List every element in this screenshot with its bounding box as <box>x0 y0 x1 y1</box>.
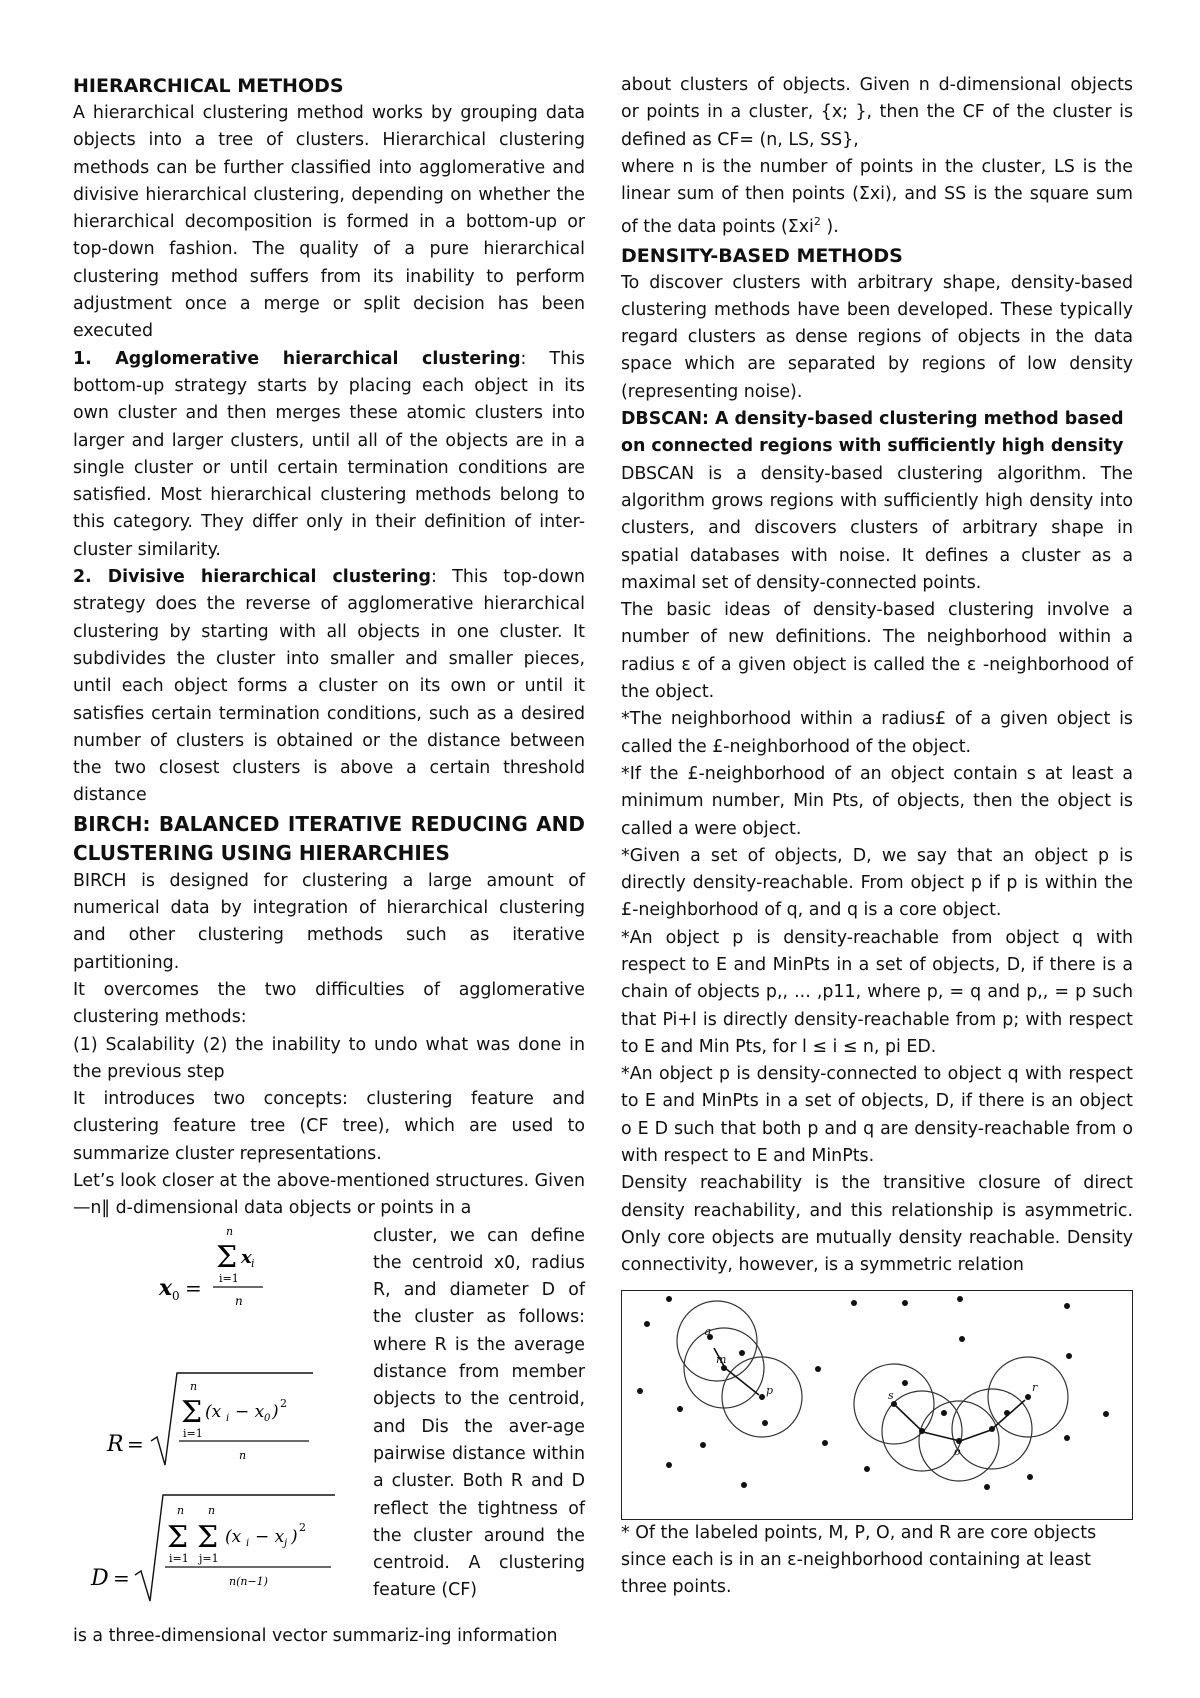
paragraph-birch-3: (1) Scalability (2) the inability to undo what was done in the previous step <box>73 1034 585 1082</box>
d-eq: = <box>113 1565 130 1590</box>
figure-caption: * Of the labeled points, M, P, O, and R are core objects since each is in an ε-neighborhood containing at least three points. <box>621 1522 1097 1598</box>
point <box>1103 1411 1109 1417</box>
point <box>941 1410 947 1416</box>
point <box>864 1466 870 1472</box>
divisive-label: 2. Divisive hierarchical clustering <box>73 567 431 588</box>
d-num-square: 2 <box>299 1520 306 1534</box>
paragraph-dbscan-5: *Given a set of objects, D, we say that an object p is directly density-reachable. From object p if p is within the £-neighborhood of q, and q is a core object. <box>621 845 1133 921</box>
r-num-sub-i: i <box>226 1412 230 1424</box>
d-sum2-top: n <box>208 1503 216 1517</box>
d-num-sub-j: j <box>284 1537 288 1549</box>
point <box>762 1420 768 1426</box>
point <box>902 1300 908 1306</box>
r-num-3: ) <box>272 1401 279 1422</box>
label-r: r <box>1032 1380 1038 1394</box>
x0-lhs-sub: 0 <box>172 1288 180 1303</box>
paragraph-dbscan-3: *The neighborhood within a radius£ of a given object is called the £-neighborhood of the object. <box>621 709 1133 757</box>
x0-xi-sub: i <box>251 1256 255 1270</box>
paragraph-birch-2: It overcomes the two difficulties of agglomerative clustering methods: <box>73 979 585 1028</box>
cf-2-end: ). <box>820 217 839 238</box>
heading-hierarchical-methods: HIERARCHICAL METHODS <box>73 75 344 97</box>
r-sum: Σ <box>181 1394 203 1430</box>
point <box>1025 1394 1031 1400</box>
point <box>959 1336 965 1342</box>
d-lhs: D <box>91 1565 109 1591</box>
label-m: m <box>716 1352 727 1366</box>
d-sum1: Σ <box>167 1519 189 1555</box>
r-num-square: 2 <box>280 1396 287 1410</box>
cf-2-text: where n is the number of points in the cluster, LS is the linear sum of then points (Σxi), and SS is the square sum of the data points (Σxi <box>621 156 1133 238</box>
paragraph-hierarchical-intro: A hierarchical clustering method works by grouping data objects into a tree of clusters. Hierarchical clustering methods can be further classified into agglomerative and divisive hierarchical clustering, depending on whether the hierarchical decomposition is formed in a bottom-up or top-down fashion. The quality of a pure hierarchical clustering method suffers from its inability to perform adjustment once a merge or split decision has been executed <box>73 103 585 342</box>
cf-2-sup: 2 <box>813 215 821 229</box>
r-sum-bottom: i=1 <box>183 1426 203 1440</box>
paragraph-dbscan-1: DBSCAN is a density-based clustering algorithm. The algorithm grows regions with sufficiently high density into clusters, and discovers clusters of arbitrary shape in spatial databases with noise. It defines a cluster as a maximal set of density-connected points. <box>621 463 1133 593</box>
right-column <box>621 72 1133 1601</box>
point <box>822 1440 828 1446</box>
r-num-sub-0: 0 <box>264 1412 271 1424</box>
formula-block <box>73 1223 585 1623</box>
point <box>700 1442 706 1448</box>
d-sum1-top: n <box>177 1503 185 1517</box>
point <box>644 1321 650 1327</box>
point <box>637 1388 643 1394</box>
arrow-a-s <box>896 1406 923 1432</box>
density-figure <box>621 1290 1133 1520</box>
point <box>851 1300 857 1306</box>
arrow-o-b <box>960 1430 991 1441</box>
point <box>957 1296 963 1302</box>
paragraph-density: To discover clusters with arbitrary shape, density-based clustering methods have been developed. These typically regard clusters as dense regions of objects in the data space which are separated by regions of low density (representing noise). <box>621 272 1133 402</box>
label-o: o <box>954 1444 961 1458</box>
r-num: (x <box>205 1401 222 1422</box>
x0-sum-bottom: i=1 <box>219 1271 239 1285</box>
agglomerative-label: 1. Agglomerative hierarchical clustering <box>73 348 521 369</box>
paragraph-divisive <box>73 564 585 810</box>
point <box>741 1482 747 1488</box>
point <box>739 1350 745 1356</box>
epsilon-circles <box>677 1301 1068 1481</box>
point <box>1066 1353 1072 1359</box>
point <box>815 1366 821 1372</box>
x0-denominator: n <box>235 1293 243 1308</box>
r-sum-top: n <box>190 1379 198 1393</box>
paragraph-agglomerative <box>73 346 585 564</box>
arrow-o-a <box>923 1432 960 1441</box>
formula-figure <box>73 1223 363 1623</box>
point <box>1064 1303 1070 1309</box>
d-num: (x <box>225 1526 242 1547</box>
r-eq: = <box>127 1431 144 1456</box>
point <box>677 1406 683 1412</box>
point <box>666 1296 672 1302</box>
point <box>1027 1474 1033 1480</box>
r-lhs: R <box>107 1431 124 1457</box>
paragraph-dbscan-6: *An object p is density-reachable from object q with respect to E and MinPts in a set of objects, D, if there is a chain of objects p,, ... ,p11, where p, = q and p,, = p such that Pi+l is directly density-reachable from p; with respect to E and Min Pts, for l ≤ i ≤ n, pi ED. <box>621 927 1133 1057</box>
paragraph-cf-1: about clusters of objects. Given n d-dimensional objects or points in a cluster, {x; }, then the CF of the cluster is defined as CF= (n, LS, SS}, <box>621 75 1133 150</box>
paragraph-formula-side: cluster, we can define the centroid x0, radius R, and diameter D of the cluster as follows: where R is the average distance from member objects to the centroid, and Dis the aver-age pairwise distance within a cluster. Both R and D reflect the tightness of the cluster around the centroid. A clustering feature (CF) <box>373 1225 585 1601</box>
density-diagram <box>622 1291 1131 1518</box>
divisive-text: : This top-down strategy does the reverse of agglomerative hierarchical clustering by starting with all objects in one cluster. It subdivides the cluster into smaller and smaller pieces, until each object forms a cluster on its own or until it satisfies certain termination conditions, such as a desired number of clusters is obtained or the distance between the two closest clusters is above a certain threshold distance <box>73 567 585 806</box>
x0-eq: = <box>185 1275 202 1300</box>
r-denominator: n <box>239 1448 247 1462</box>
r-num-2: − x <box>235 1401 265 1422</box>
heading-density-methods: DENSITY-BASED METHODS <box>621 244 903 267</box>
x0-xi: x <box>241 1246 252 1268</box>
paragraph-birch-1: BIRCH is designed for clustering a large amount of numerical data by integration of hierarchical clustering and other clustering methods such as iterative partitioning. <box>73 870 585 973</box>
paragraph-dbscan-8: Density reachability is the transitive closure of direct density reachability, and this relationship is asymmetric. Only core objects are mutually density reachable. Density connectivity, however, is a symmetric relation <box>621 1173 1133 1276</box>
point <box>666 1462 672 1468</box>
point <box>1064 1435 1070 1441</box>
point <box>759 1394 765 1400</box>
paragraph-cf-2 <box>621 154 1133 242</box>
d-sum1-bottom: i=1 <box>169 1551 189 1565</box>
point <box>984 1484 990 1490</box>
paragraph-birch-5: Let’s look closer at the above-mentioned structures. Given —n‖ d-dimensional data objects or points in a <box>73 1170 585 1219</box>
circle-q <box>677 1301 757 1381</box>
d-sum2: Σ <box>197 1519 219 1555</box>
d-num-2: − x <box>255 1526 285 1547</box>
agglomerative-text: : This bottom-up strategy starts by placing each object in its own cluster and then merges these atomic clusters into larger and larger clusters, until all of the objects are in a single cluster or until certain termination conditions are satisfied. Most hierarchical clustering methods belong to this category. They differ only in their definition of inter-cluster similarity. <box>73 348 585 560</box>
heading-birch: BIRCH: BALANCED ITERATIVE REDUCING AND CLUSTERING USING HIERARCHIES <box>73 811 585 865</box>
x0-lhs: x <box>159 1274 173 1301</box>
left-column <box>73 72 585 1650</box>
d-num-3: ) <box>291 1526 298 1547</box>
point <box>989 1426 995 1432</box>
d-sum2-bottom: j=1 <box>199 1551 219 1565</box>
paragraph-birch-4: It introduces two concepts: clustering feature and clustering feature tree (CF tree), which are used to summarize cluster representations. <box>73 1089 585 1164</box>
paragraph-dbscan-7: *An object p is density-connected to object q with respect to E and MinPts in a set of objects, D, if there is an object o E D such that both p and q are density-reachable from o with respect to E and MinPts. <box>621 1064 1133 1167</box>
label-q: q <box>704 1324 712 1338</box>
point <box>919 1428 925 1434</box>
r-radical <box>151 1373 313 1465</box>
paragraph-after-formula: is a three-dimensional vector summariz-ing information <box>73 1625 558 1646</box>
point <box>902 1380 908 1386</box>
paragraph-dbscan-2: The basic ideas of density-based clustering involve a number of new definitions. The neighborhood within a radius ε of a given object is called the ε -neighborhood of the object. <box>621 600 1133 703</box>
heading-dbscan: DBSCAN: A density-based clustering method based on connected regions with sufficiently high density <box>621 409 1124 457</box>
d-denominator: n(n−1) <box>229 1574 268 1588</box>
label-p: p <box>766 1383 774 1397</box>
label-s: s <box>888 1388 894 1402</box>
point <box>956 1438 962 1444</box>
x0-sum: Σ <box>216 1239 238 1275</box>
paragraph-dbscan-4: *If the £-neighborhood of an object contain s at least a minimum number, Min Pts, of objects, then the object is called a were object. <box>621 763 1133 839</box>
point <box>1004 1410 1010 1416</box>
x0-sum-top: n <box>226 1224 234 1238</box>
d-num-sub-i: i <box>246 1537 250 1549</box>
